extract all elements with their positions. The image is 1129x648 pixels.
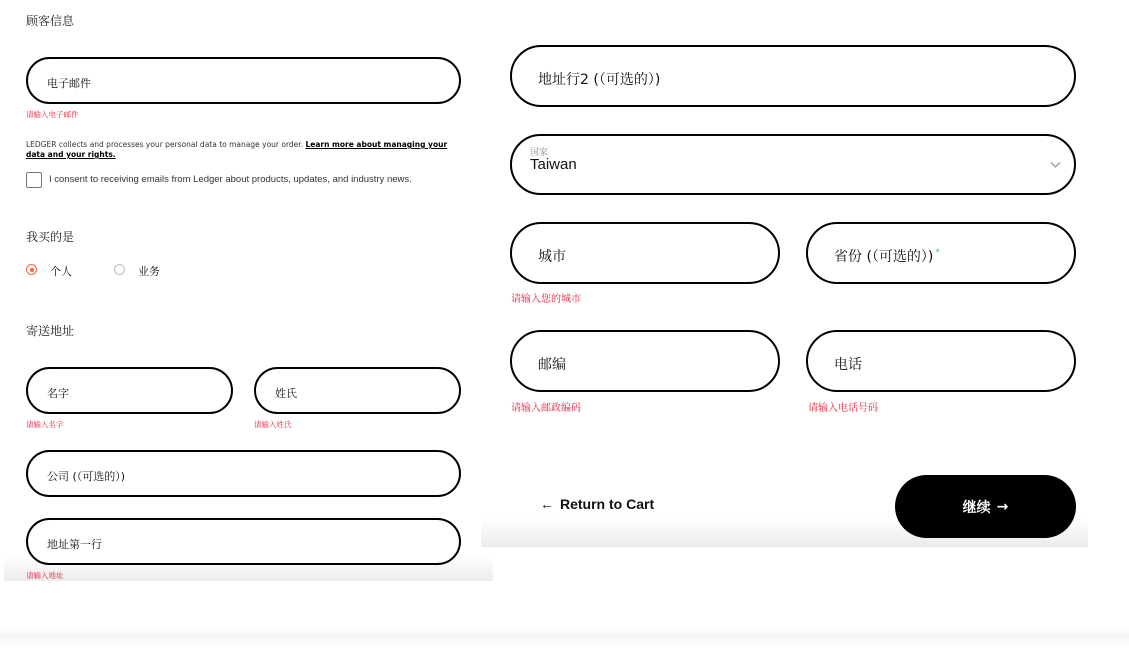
return-to-cart-link[interactable] [540, 496, 654, 512]
company-field[interactable] [26, 450, 461, 497]
bottom-fade [0, 628, 1129, 648]
radio-individual[interactable] [26, 264, 37, 275]
consent-checkbox[interactable] [26, 172, 42, 188]
company-placeholder: 公司 (（可选的）) [47, 470, 126, 483]
customer-info-title: 顾客信息 [26, 14, 75, 28]
privacy-notice [26, 140, 458, 160]
required-mark: * [935, 248, 940, 258]
continue-button[interactable] [895, 475, 1076, 538]
country-label: 国家 [530, 148, 549, 158]
arrow-left-icon: ← [540, 496, 554, 512]
privacy-link[interactable]: Learn more about managing your data and your rights. [26, 140, 448, 159]
postcode-field[interactable] [510, 330, 780, 392]
city-field[interactable] [510, 222, 780, 284]
arrow-right-icon: → [996, 498, 1009, 515]
postcode-placeholder: 邮编 [538, 357, 566, 373]
address-line1-error: 请输入地址 [26, 571, 64, 580]
address-line2-placeholder: 地址行2 (（可选的）) [538, 72, 661, 88]
buying-as-title: 我买的是 [26, 230, 75, 244]
email-placeholder: 电子邮件 [47, 77, 91, 90]
phone-field[interactable] [806, 330, 1076, 392]
city-placeholder: 城市 [538, 249, 566, 265]
last-name-field[interactable] [254, 367, 461, 414]
postcode-error: 请输入邮政编码 [511, 403, 581, 414]
privacy-text: LEDGER collects and processes your personal data to manage your order. [26, 140, 306, 149]
last-name-error: 请输入姓氏 [254, 420, 292, 429]
address-line1-field[interactable] [26, 518, 461, 565]
address-line1-placeholder: 地址第一行 [47, 538, 102, 551]
province-placeholder-wrap [834, 246, 940, 266]
first-name-error: 请输入名字 [26, 420, 64, 429]
shipping-address-title: 寄送地址 [26, 324, 75, 338]
city-error: 请输入您的城市 [511, 294, 581, 305]
return-to-cart-label: Return to Cart [560, 496, 655, 512]
radio-business-label: 业务 [138, 265, 160, 278]
radio-individual-label: 个人 [50, 265, 72, 278]
phone-placeholder: 电话 [834, 357, 862, 373]
country-value: Taiwan [530, 156, 577, 173]
country-select[interactable] [510, 134, 1076, 195]
radio-business[interactable] [114, 264, 125, 275]
email-error: 请输入电子邮件 [26, 110, 79, 119]
consent-label: I consent to receiving emails from Ledger about products, updates, and industry news. [49, 174, 412, 185]
province-field[interactable] [806, 222, 1076, 284]
address-line2-field[interactable] [510, 45, 1076, 107]
first-name-placeholder: 名字 [47, 387, 69, 400]
last-name-placeholder: 姓氏 [275, 387, 297, 400]
province-placeholder: 省份 (（可选的）) [834, 249, 934, 265]
first-name-field[interactable] [26, 367, 233, 414]
email-field[interactable] [26, 57, 461, 104]
continue-label: 继续 [962, 499, 991, 516]
phone-error: 请输入电话号码 [808, 403, 878, 414]
chevron-down-icon [1050, 161, 1061, 169]
